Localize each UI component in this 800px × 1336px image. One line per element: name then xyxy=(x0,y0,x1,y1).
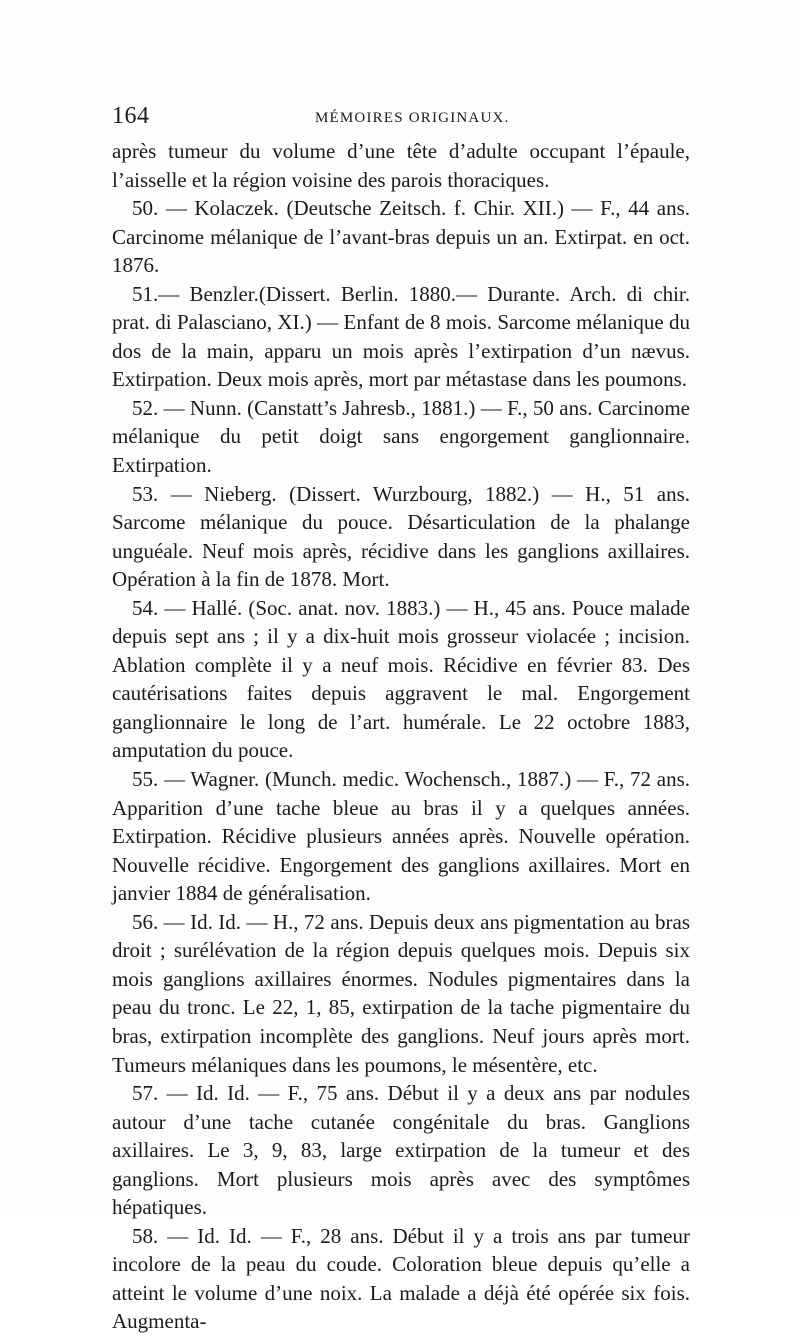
case-entry-55: 55. — Wagner. (Munch. medic. Wochensch., 1887.) — F., 72 ans. Apparition d’une tache bleue au bras il y a quelques années. Extirpation. Récidive plusieurs années après. Nouvelle opération. Nouvelle récidive. Engorgement des ganglions axillaires. Mort en janvier 1884 de généralisation. xyxy=(112,767,690,906)
running-title: MÉMOIRES ORIGINAUX. xyxy=(315,110,510,126)
case-entry-51: 51.— Benzler.(Dissert. Berlin. 1880.— Durante. Arch. di chir. prat. di Palasciano, XI.) — Enfant de 8 mois. Sarcome mélanique du dos de la main, apparu un mois après l’extirpation d’un nævus. Extirpation. Deux mois après, mort par métastase dans les poumons. xyxy=(112,281,690,392)
page-number: 164 xyxy=(112,103,150,129)
paragraph-continuation: après tumeur du volume d’une tête d’adulte occupant l’épaule, l’aisselle et la région voisine des parois thoraciques. xyxy=(112,139,690,192)
case-entry-57: 57. — Id. Id. — F., 75 ans. Début il y a deux ans par nodules autour d’une tache cutanée congénitale du bras. Ganglions axillaires. Le 3, 9, 83, large extirpation de la tumeur et des ganglions. Mort plusieurs mois après avec des symptômes hépatiques. xyxy=(112,1081,690,1220)
case-entry-52: 52. — Nunn. (Canstatt’s Jahresb., 1881.) — F., 50 ans. Carcinome mélanique du petit doigt sans engorgement ganglionnaire. Extirpation. xyxy=(112,395,690,478)
case-entry-50: 50. — Kolaczek. (Deutsche Zeitsch. f. Chir. XII.) — F., 44 ans. Carcinome mélanique de l’avant-bras depuis un an. Extirpat. en oct. 1876. xyxy=(112,196,690,278)
case-entry-58: 58. — Id. Id. — F., 28 ans. Début il y a trois ans par tumeur incolore de la peau du coude. Coloration bleue depuis qu’elle a atteint le volume d’une noix. La malade a déjà été opérée six fois. Augmenta- xyxy=(112,1223,690,1334)
case-entry-54: 54. — Hallé. (Soc. anat. nov. 1883.) — H., 45 ans. Pouce malade depuis sept ans ; il y a dix-huit mois grosseur violacée ; incision. Ablation complète il y a neuf mois. Récidive en février 83. Des cautérisations faites depuis aggravent le mal. Engorgement ganglionnaire le long de l’art. humérale. Le 22 octobre 1883, amputation du pouce. xyxy=(112,595,690,763)
body-text xyxy=(112,137,690,1336)
case-entry-53: 53. — Nieberg. (Dissert. Wurzbourg, 1882.) — H., 51 ans. Sarcome mélanique du pouce. Désarticulation de la phalange unguéale. Neuf mois après, récidive dans les ganglions axillaires. Opération à la fin de 1878. Mort. xyxy=(112,481,690,592)
running-head xyxy=(110,101,690,131)
case-entry-56: 56. — Id. Id. — H., 72 ans. Depuis deux ans pigmentation au bras droit ; surélévation de la région depuis quelques mois. Depuis six mois ganglions axillaires énormes. Nodules pigmentaires dans la peau du tronc. Le 22, 1, 85, extirpation de la tache pigmentaire du bras, extirpation incomplète des ganglions. Neuf jours après mort. Tumeurs mélaniques dans les poumons, le mésentère, etc. xyxy=(112,909,690,1077)
